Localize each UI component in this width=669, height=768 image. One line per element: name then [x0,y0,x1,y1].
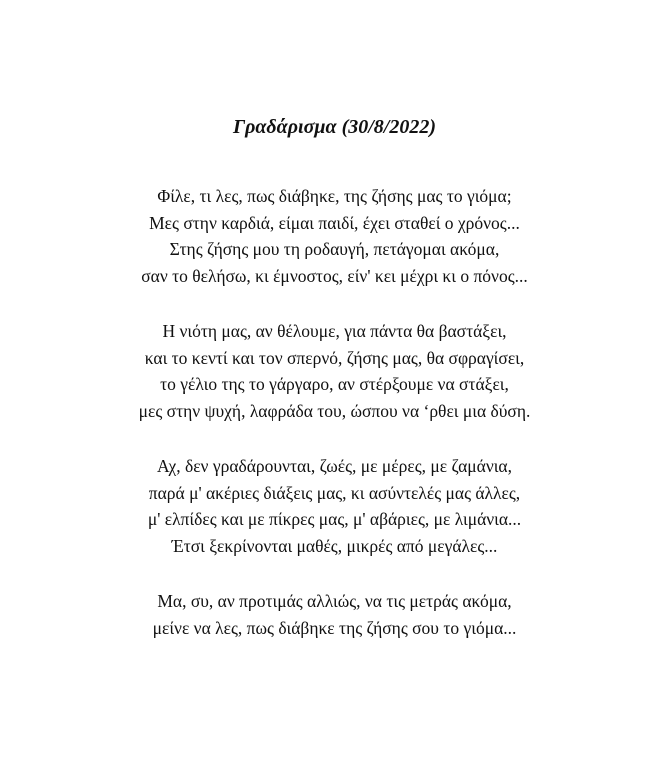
poem-line: Αχ, δεν γραδάρουνται, ζωές, με μέρες, με ζαμάνια, [157,456,512,476]
poem-line: μ' ελπίδες και με πίκρες μας, μ' αβάριες, με λιμάνια... [147,509,522,529]
poem-line: Έτσι ξεκρίνονται μαθές, μικρές από μεγάλες... [171,535,498,556]
poem-line: Μες στην καρδιά, είμαι παιδί, έχει σταθεί ο χρόνος... [149,212,520,233]
poem-line: Στης ζήσης μου τη ροδαυγή, πετάγομαι ακόμα, [169,239,500,259]
stanza-1 [0,183,669,289]
stanza-2 [0,318,669,424]
stanza-3 [0,453,669,559]
poem-title: Γραδάρισμα (30/8/2022) [232,116,437,138]
poem-line: παρά μ' ακέριες διάξεις μας, κι ασύντελές μας άλλες, [148,482,521,503]
poem-line: σαν το θελήσω, κι έμνοστος, είν' κει μέχρι κι ο πόνος... [141,265,528,286]
poem-line: Φίλε, τι λες, πως διάβηκε, της ζήσης μας το γιόμα; [157,186,512,206]
poem-line: μείνε να λες, πως διάβηκε της ζήσης σου το γιόμα... [152,617,517,638]
poem-line: Η νιότη μας, αν θέλουμε, για πάντα θα βαστάξει, [162,321,507,341]
poem-line: το γέλιο της το γάργαρο, αν στέρξουμε να στάξει, [160,374,509,394]
poem-line: Μα, συ, αν προτιμάς αλλιώς, να τις μετράς ακόμα, [157,591,512,611]
stanza-4 [0,588,669,641]
poem-line: και το κεντί και τον σπερνό, ζήσης μας, θα σφραγίσει, [144,347,525,368]
poem-line: μες στην ψυχή, λαφράδα του, ώσπου να ‘ρθει μια δύση. [138,400,531,421]
